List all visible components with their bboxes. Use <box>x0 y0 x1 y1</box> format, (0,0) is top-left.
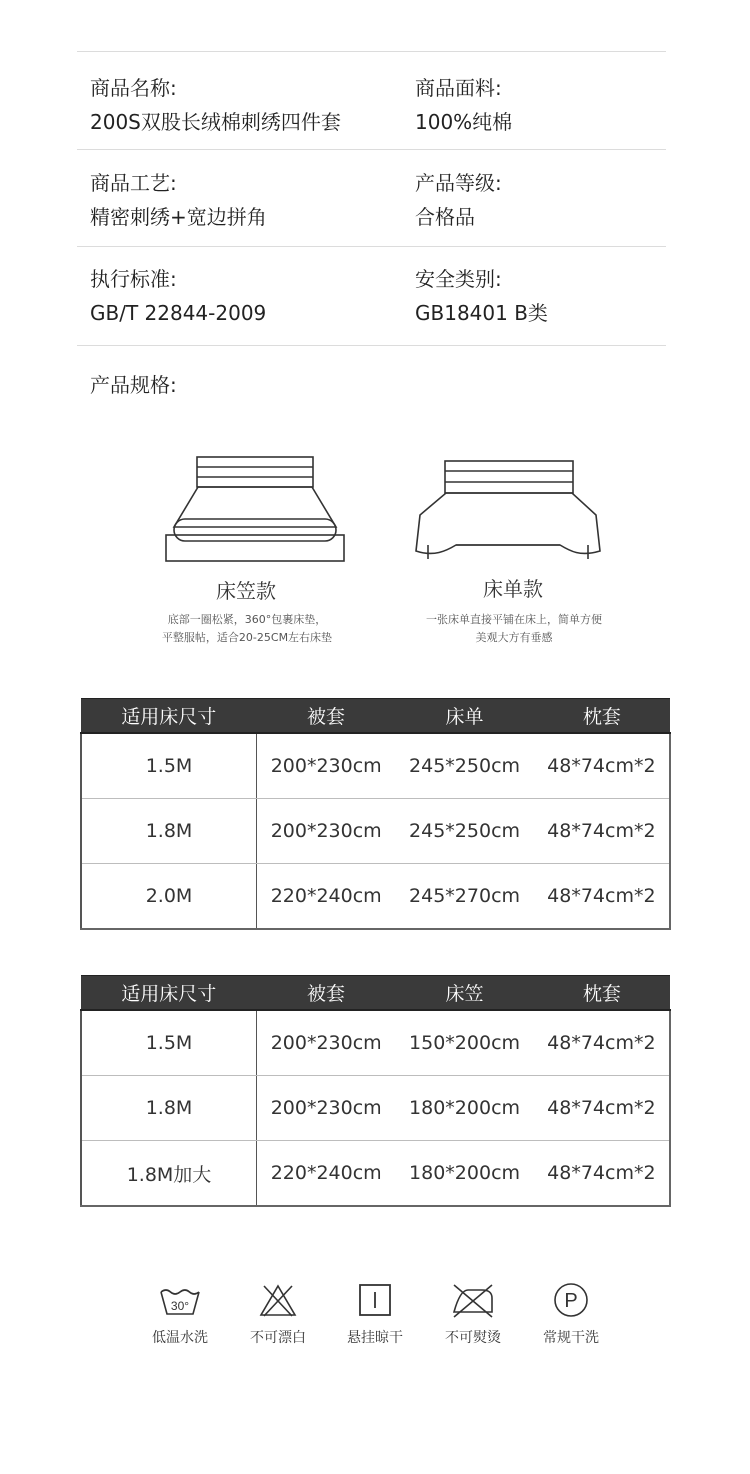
fabric-value: 100%纯棉 <box>415 110 513 134</box>
care-item-dry-clean <box>522 1282 620 1347</box>
no-iron-icon <box>448 1282 498 1318</box>
cell-duvet: 200*230cm <box>257 733 396 799</box>
divider <box>77 149 666 150</box>
table-row <box>81 1076 670 1141</box>
flat-sheet-desc-line1: 一张床单直接平铺在床上，简单方便 <box>426 613 602 626</box>
table-header-row <box>81 699 670 734</box>
table-row <box>81 864 670 930</box>
product-name-value: 200S双股长绒棉刺绣四件套 <box>90 110 341 134</box>
wash-temp-label: 30° <box>170 1299 190 1313</box>
safety-label: 安全类别: <box>415 267 502 291</box>
care-label: 悬挂晾干 <box>347 1330 403 1346</box>
cell-pillowcase: 48*74cm*2 <box>534 1076 670 1141</box>
header-pillowcase: 枕套 <box>534 699 670 734</box>
safety-value: GB18401 B类 <box>415 301 548 325</box>
cell-bed-size: 1.8M <box>81 799 257 864</box>
care-label: 不可熨烫 <box>445 1330 501 1346</box>
size-table-flat-sheet <box>80 698 671 930</box>
cell-duvet: 200*230cm <box>257 1076 396 1141</box>
cell-pillowcase: 48*74cm*2 <box>534 864 670 930</box>
care-label: 常规干洗 <box>543 1330 599 1346</box>
dry-clean-letter: P <box>564 1290 578 1312</box>
cell-bed-size: 1.8M加大 <box>81 1141 257 1207</box>
care-item-no-iron <box>424 1282 522 1347</box>
divider <box>77 51 666 52</box>
standard-value: GB/T 22844-2009 <box>90 301 267 325</box>
cell-pillowcase: 48*74cm*2 <box>534 1141 670 1207</box>
care-item-wash <box>131 1282 229 1347</box>
fitted-sheet-title: 床笠款 <box>216 579 276 603</box>
care-item-no-bleach <box>229 1282 327 1347</box>
wash-30-icon <box>158 1282 202 1318</box>
flat-sheet-title: 床单款 <box>483 577 543 601</box>
flat-sheet-desc-line2: 美观大方有垂感 <box>475 631 553 644</box>
product-name-label: 商品名称: <box>90 76 177 100</box>
cell-duvet: 200*230cm <box>257 799 396 864</box>
size-table-fitted-sheet <box>80 975 671 1207</box>
cell-duvet: 200*230cm <box>257 1010 396 1076</box>
fabric-label: 商品面料: <box>415 76 502 100</box>
craft-value: 精密刺绣+宽边拼角 <box>90 205 267 229</box>
table-row <box>81 733 670 799</box>
cell-pillowcase: 48*74cm*2 <box>534 1010 670 1076</box>
cell-sheet: 245*250cm <box>395 799 533 864</box>
care-label: 低温水洗 <box>152 1330 208 1346</box>
cell-fitted-sheet: 150*200cm <box>395 1010 533 1076</box>
grade-value: 合格品 <box>415 205 475 229</box>
cell-duvet: 220*240cm <box>257 864 396 930</box>
fitted-sheet-desc-line1: 底部一圈松紧，360°包裹床垫， <box>167 613 327 626</box>
cell-bed-size: 2.0M <box>81 864 257 930</box>
table-row <box>81 799 670 864</box>
divider <box>77 246 666 247</box>
header-bed-size: 适用床尺寸 <box>81 976 257 1011</box>
cell-sheet: 245*270cm <box>395 864 533 930</box>
header-duvet: 被套 <box>257 976 396 1011</box>
cell-bed-size: 1.5M <box>81 733 257 799</box>
cell-pillowcase: 48*74cm*2 <box>534 799 670 864</box>
care-item-hang-dry <box>326 1282 424 1347</box>
fitted-sheet-desc-line2: 平整服帖，适合20-25CM左右床垫 <box>161 631 333 644</box>
table-row <box>81 1141 670 1207</box>
care-label: 不可漂白 <box>250 1330 306 1346</box>
header-sheet: 床单 <box>395 699 533 734</box>
fitted-sheet-bed-icon <box>160 455 350 567</box>
cell-bed-size: 1.5M <box>81 1010 257 1076</box>
cell-fitted-sheet: 180*200cm <box>395 1076 533 1141</box>
spec-title: 产品规格: <box>90 373 177 397</box>
header-pillowcase: 枕套 <box>534 976 670 1011</box>
table-header-row <box>81 976 670 1011</box>
dry-clean-icon <box>549 1282 593 1318</box>
header-fitted-sheet: 床笠 <box>395 976 533 1011</box>
craft-label: 商品工艺: <box>90 171 177 195</box>
cell-pillowcase: 48*74cm*2 <box>534 733 670 799</box>
no-bleach-icon <box>256 1282 300 1318</box>
grade-label: 产品等级: <box>415 171 502 195</box>
cell-duvet: 220*240cm <box>257 1141 396 1207</box>
cell-fitted-sheet: 180*200cm <box>395 1141 533 1207</box>
standard-label: 执行标准: <box>90 267 177 291</box>
cell-sheet: 245*250cm <box>395 733 533 799</box>
flat-sheet-bed-icon <box>400 459 616 563</box>
cell-bed-size: 1.8M <box>81 1076 257 1141</box>
hang-dry-icon <box>353 1282 397 1318</box>
header-duvet: 被套 <box>257 699 396 734</box>
table-row <box>81 1010 670 1076</box>
header-bed-size: 适用床尺寸 <box>81 699 257 734</box>
divider <box>77 345 666 346</box>
